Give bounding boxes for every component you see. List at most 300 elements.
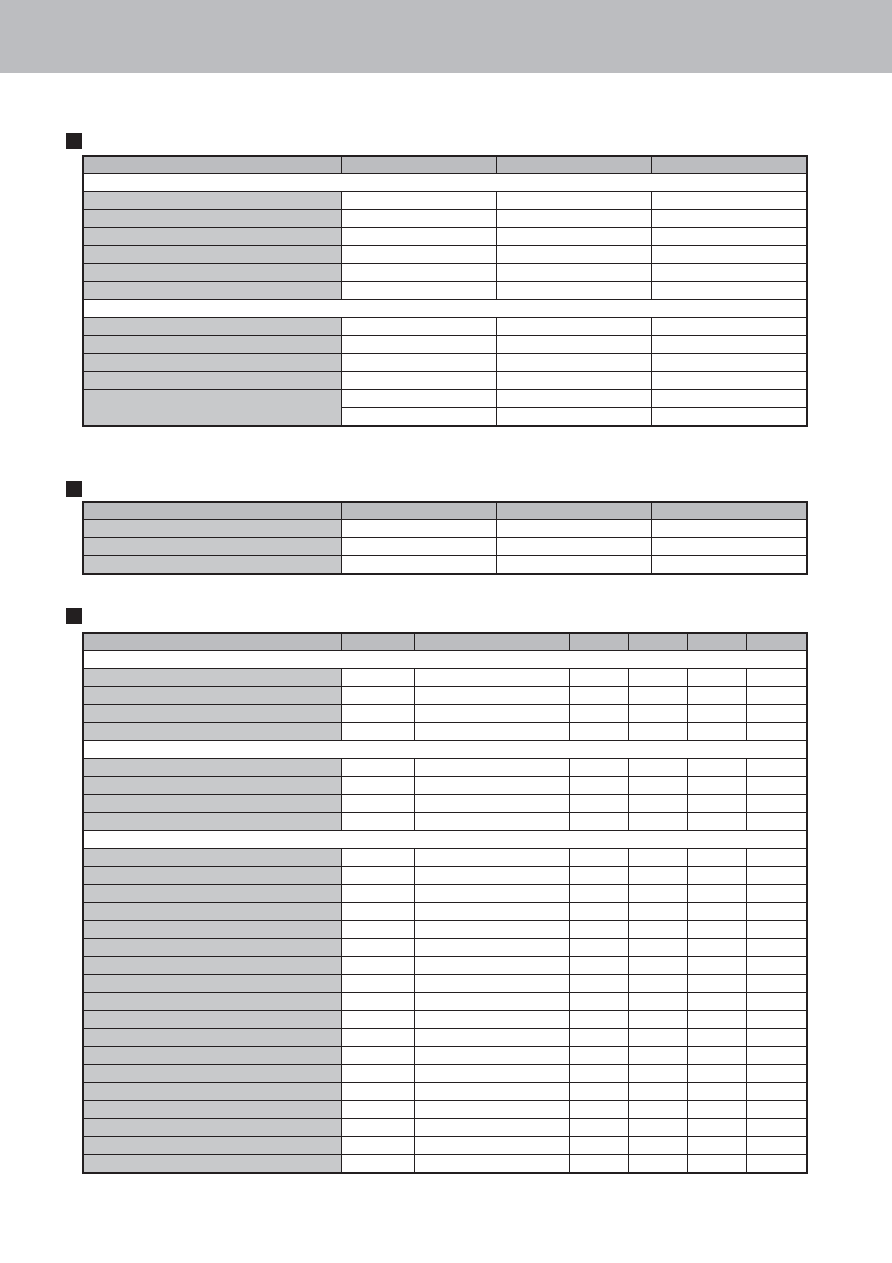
value-cell: [496, 520, 651, 538]
value-cell: [341, 520, 496, 538]
value-cell: [687, 1137, 746, 1155]
value-cell: [746, 903, 807, 921]
value-cell: [628, 1155, 687, 1174]
value-cell: [687, 885, 746, 903]
value-cell: [569, 867, 628, 885]
row-label-cell: [83, 1083, 341, 1101]
value-cell: [414, 975, 569, 993]
value-cell: [569, 1137, 628, 1155]
row-label-cell: [83, 556, 341, 575]
value-cell: [414, 993, 569, 1011]
value-cell: [628, 759, 687, 777]
table-row: [83, 336, 807, 354]
value-cell: [628, 687, 687, 705]
value-cell: [687, 687, 746, 705]
value-cell: [651, 282, 807, 300]
value-cell: [569, 705, 628, 723]
table-row: [83, 538, 807, 556]
row-label-cell: [83, 759, 341, 777]
value-cell: [628, 1065, 687, 1083]
group-heading-cell: [83, 174, 807, 192]
header-cell: [83, 633, 341, 651]
value-cell: [496, 210, 651, 228]
value-cell: [414, 1137, 569, 1155]
value-cell: [746, 1065, 807, 1083]
value-cell: [651, 228, 807, 246]
value-cell: [341, 687, 414, 705]
value-cell: [341, 282, 496, 300]
value-cell: [414, 1155, 569, 1174]
row-label-cell: [83, 282, 341, 300]
value-cell: [496, 372, 651, 390]
value-cell: [687, 1155, 746, 1174]
value-cell: [651, 192, 807, 210]
value-cell: [414, 867, 569, 885]
value-cell: [496, 318, 651, 336]
header-cell: [341, 633, 414, 651]
value-cell: [414, 1065, 569, 1083]
table-row: [83, 957, 807, 975]
header-cell: [496, 156, 651, 174]
value-cell: [687, 1119, 746, 1137]
row-label-cell: [83, 795, 341, 813]
value-cell: [687, 705, 746, 723]
value-cell: [651, 390, 807, 408]
value-cell: [746, 759, 807, 777]
table-row: [83, 1011, 807, 1029]
table-row: [83, 1101, 807, 1119]
value-cell: [651, 556, 807, 575]
value-cell: [687, 1083, 746, 1101]
value-cell: [569, 1029, 628, 1047]
value-cell: [746, 1029, 807, 1047]
value-cell: [746, 849, 807, 867]
row-label-cell: [83, 813, 341, 831]
value-cell: [569, 1011, 628, 1029]
value-cell: [746, 957, 807, 975]
value-cell: [687, 867, 746, 885]
value-cell: [341, 1029, 414, 1047]
value-cell: [746, 1155, 807, 1174]
value-cell: [628, 777, 687, 795]
row-label-cell: [83, 390, 341, 427]
table-row: [83, 939, 807, 957]
value-cell: [746, 687, 807, 705]
row-label-cell: [83, 1011, 341, 1029]
value-cell: [414, 1083, 569, 1101]
value-cell: [341, 939, 414, 957]
value-cell: [746, 993, 807, 1011]
value-cell: [341, 975, 414, 993]
row-label-cell: [83, 1101, 341, 1119]
header-cell: [687, 633, 746, 651]
row-label-cell: [83, 354, 341, 372]
value-cell: [341, 777, 414, 795]
row-label-cell: [83, 246, 341, 264]
table-row: [83, 1155, 807, 1174]
value-cell: [628, 921, 687, 939]
table-row: [83, 520, 807, 538]
value-cell: [341, 867, 414, 885]
table-row: [83, 192, 807, 210]
row-label-cell: [83, 1137, 341, 1155]
value-cell: [651, 408, 807, 427]
table-row: [83, 921, 807, 939]
value-cell: [746, 669, 807, 687]
row-label-cell: [83, 372, 341, 390]
row-label-cell: [83, 903, 341, 921]
value-cell: [569, 795, 628, 813]
value-cell: [496, 408, 651, 427]
value-cell: [687, 1047, 746, 1065]
value-cell: [341, 759, 414, 777]
value-cell: [569, 1047, 628, 1065]
header-cell: [628, 633, 687, 651]
value-cell: [414, 849, 569, 867]
table-row: [83, 354, 807, 372]
table-row: [83, 777, 807, 795]
value-cell: [341, 669, 414, 687]
value-cell: [341, 210, 496, 228]
value-cell: [687, 1029, 746, 1047]
value-cell: [496, 336, 651, 354]
value-cell: [687, 1065, 746, 1083]
table-row: [83, 318, 807, 336]
table-row: [83, 795, 807, 813]
value-cell: [496, 390, 651, 408]
row-label-cell: [83, 867, 341, 885]
table-row: [83, 975, 807, 993]
value-cell: [628, 705, 687, 723]
value-cell: [651, 538, 807, 556]
row-label-cell: [83, 228, 341, 246]
value-cell: [746, 1137, 807, 1155]
row-label-cell: [83, 264, 341, 282]
value-cell: [341, 246, 496, 264]
value-cell: [746, 939, 807, 957]
value-cell: [687, 777, 746, 795]
value-cell: [651, 210, 807, 228]
value-cell: [569, 903, 628, 921]
value-cell: [496, 538, 651, 556]
table-row: [83, 1119, 807, 1137]
value-cell: [414, 957, 569, 975]
header-cell: [341, 502, 496, 520]
value-cell: [341, 1119, 414, 1137]
value-cell: [414, 669, 569, 687]
value-cell: [569, 957, 628, 975]
value-cell: [341, 228, 496, 246]
value-cell: [569, 723, 628, 741]
value-cell: [746, 1083, 807, 1101]
value-cell: [746, 813, 807, 831]
group-heading-cell: [83, 741, 807, 759]
header-cell: [746, 633, 807, 651]
table-row: [83, 867, 807, 885]
table-header-row: [83, 502, 807, 520]
value-cell: [746, 705, 807, 723]
row-label-cell: [83, 975, 341, 993]
table-row: [83, 556, 807, 575]
value-cell: [746, 1119, 807, 1137]
row-label-cell: [83, 957, 341, 975]
value-cell: [496, 264, 651, 282]
value-cell: [569, 777, 628, 795]
value-cell: [628, 903, 687, 921]
value-cell: [414, 885, 569, 903]
value-cell: [341, 354, 496, 372]
value-cell: [569, 813, 628, 831]
row-label-cell: [83, 993, 341, 1011]
value-cell: [341, 390, 496, 408]
table-row: [83, 1083, 807, 1101]
group-heading-cell: [83, 651, 807, 669]
row-label-cell: [83, 723, 341, 741]
value-cell: [569, 939, 628, 957]
table-row: [83, 228, 807, 246]
top-banner: [0, 0, 892, 73]
table-row: [83, 993, 807, 1011]
value-cell: [341, 336, 496, 354]
row-label-cell: [83, 1029, 341, 1047]
value-cell: [341, 1065, 414, 1083]
value-cell: [341, 556, 496, 575]
value-cell: [341, 993, 414, 1011]
table-row: [83, 903, 807, 921]
value-cell: [651, 246, 807, 264]
row-label-cell: [83, 538, 341, 556]
value-cell: [687, 795, 746, 813]
group-heading-cell: [83, 300, 807, 318]
table-row: [83, 849, 807, 867]
value-cell: [569, 1065, 628, 1083]
value-cell: [687, 903, 746, 921]
value-cell: [569, 1155, 628, 1174]
value-cell: [341, 1137, 414, 1155]
value-cell: [746, 777, 807, 795]
header-cell: [414, 633, 569, 651]
value-cell: [569, 1083, 628, 1101]
value-cell: [687, 957, 746, 975]
header-cell: [569, 633, 628, 651]
value-cell: [341, 705, 414, 723]
value-cell: [341, 957, 414, 975]
table-group-row: [83, 831, 807, 849]
table-group-row: [83, 651, 807, 669]
value-cell: [687, 813, 746, 831]
value-cell: [414, 723, 569, 741]
group-heading-cell: [83, 831, 807, 849]
value-cell: [628, 1047, 687, 1065]
value-cell: [341, 1083, 414, 1101]
value-cell: [496, 354, 651, 372]
value-cell: [569, 975, 628, 993]
row-label-cell: [83, 939, 341, 957]
value-cell: [687, 993, 746, 1011]
value-cell: [746, 975, 807, 993]
table-row: [83, 885, 807, 903]
table-group-row: [83, 300, 807, 318]
value-cell: [628, 885, 687, 903]
spec-table-2: [82, 501, 808, 575]
value-cell: [414, 687, 569, 705]
value-cell: [628, 849, 687, 867]
value-cell: [746, 1047, 807, 1065]
table-row: [83, 264, 807, 282]
table-row: [83, 246, 807, 264]
table-row: [83, 1065, 807, 1083]
section-3-marker-icon: [66, 608, 82, 624]
row-label-cell: [83, 336, 341, 354]
row-label-cell: [83, 210, 341, 228]
value-cell: [569, 669, 628, 687]
value-cell: [341, 1047, 414, 1065]
table-row: [83, 813, 807, 831]
value-cell: [569, 1119, 628, 1137]
value-cell: [628, 1083, 687, 1101]
value-cell: [341, 408, 496, 427]
table-row: [83, 759, 807, 777]
table-header-row: [83, 633, 807, 651]
value-cell: [746, 867, 807, 885]
table-row: [83, 687, 807, 705]
value-cell: [687, 939, 746, 957]
header-cell: [83, 502, 341, 520]
table-row: [83, 282, 807, 300]
row-label-cell: [83, 520, 341, 538]
value-cell: [628, 975, 687, 993]
value-cell: [628, 939, 687, 957]
table-row: [83, 723, 807, 741]
value-cell: [414, 813, 569, 831]
row-label-cell: [83, 318, 341, 336]
value-cell: [414, 759, 569, 777]
value-cell: [496, 246, 651, 264]
value-cell: [341, 192, 496, 210]
header-cell: [496, 502, 651, 520]
value-cell: [746, 795, 807, 813]
value-cell: [746, 1101, 807, 1119]
row-label-cell: [83, 687, 341, 705]
value-cell: [746, 723, 807, 741]
value-cell: [746, 885, 807, 903]
value-cell: [628, 669, 687, 687]
value-cell: [341, 795, 414, 813]
value-cell: [628, 1101, 687, 1119]
value-cell: [341, 264, 496, 282]
value-cell: [628, 813, 687, 831]
value-cell: [628, 795, 687, 813]
value-cell: [687, 669, 746, 687]
row-label-cell: [83, 921, 341, 939]
row-label-cell: [83, 705, 341, 723]
value-cell: [651, 264, 807, 282]
value-cell: [687, 849, 746, 867]
value-cell: [414, 795, 569, 813]
section-1-marker-icon: [66, 133, 82, 149]
table-group-row: [83, 741, 807, 759]
value-cell: [628, 1029, 687, 1047]
value-cell: [414, 1011, 569, 1029]
spec-table-1: [82, 155, 808, 427]
value-cell: [628, 1137, 687, 1155]
table-row: [83, 1137, 807, 1155]
value-cell: [496, 556, 651, 575]
table-row: [83, 1029, 807, 1047]
value-cell: [341, 1011, 414, 1029]
value-cell: [341, 538, 496, 556]
row-label-cell: [83, 1065, 341, 1083]
value-cell: [628, 1011, 687, 1029]
value-cell: [414, 921, 569, 939]
value-cell: [341, 318, 496, 336]
row-label-cell: [83, 192, 341, 210]
value-cell: [414, 1119, 569, 1137]
value-cell: [628, 993, 687, 1011]
value-cell: [414, 1101, 569, 1119]
row-label-cell: [83, 777, 341, 795]
value-cell: [687, 975, 746, 993]
value-cell: [628, 723, 687, 741]
header-cell: [341, 156, 496, 174]
value-cell: [651, 318, 807, 336]
table-group-row: [83, 174, 807, 192]
value-cell: [687, 1011, 746, 1029]
header-cell: [83, 156, 341, 174]
table-row: [83, 1047, 807, 1065]
row-label-cell: [83, 1119, 341, 1137]
section-2-marker-icon: [66, 481, 82, 497]
header-cell: [651, 502, 807, 520]
value-cell: [414, 903, 569, 921]
table-header-row: [83, 156, 807, 174]
table-row: [83, 705, 807, 723]
table-row: [83, 372, 807, 390]
value-cell: [628, 1119, 687, 1137]
value-cell: [569, 1101, 628, 1119]
value-cell: [341, 723, 414, 741]
value-cell: [496, 228, 651, 246]
value-cell: [341, 372, 496, 390]
value-cell: [569, 885, 628, 903]
table-row: [83, 390, 807, 408]
value-cell: [341, 885, 414, 903]
value-cell: [414, 939, 569, 957]
value-cell: [341, 1101, 414, 1119]
row-label-cell: [83, 849, 341, 867]
value-cell: [496, 192, 651, 210]
row-label-cell: [83, 885, 341, 903]
row-label-cell: [83, 1047, 341, 1065]
header-cell: [651, 156, 807, 174]
value-cell: [341, 813, 414, 831]
value-cell: [746, 1011, 807, 1029]
value-cell: [651, 354, 807, 372]
row-label-cell: [83, 1155, 341, 1174]
value-cell: [341, 903, 414, 921]
value-cell: [569, 687, 628, 705]
table-row: [83, 669, 807, 687]
value-cell: [651, 336, 807, 354]
value-cell: [569, 993, 628, 1011]
value-cell: [746, 921, 807, 939]
value-cell: [569, 849, 628, 867]
value-cell: [687, 723, 746, 741]
value-cell: [687, 921, 746, 939]
value-cell: [569, 759, 628, 777]
table-row: [83, 210, 807, 228]
value-cell: [341, 921, 414, 939]
